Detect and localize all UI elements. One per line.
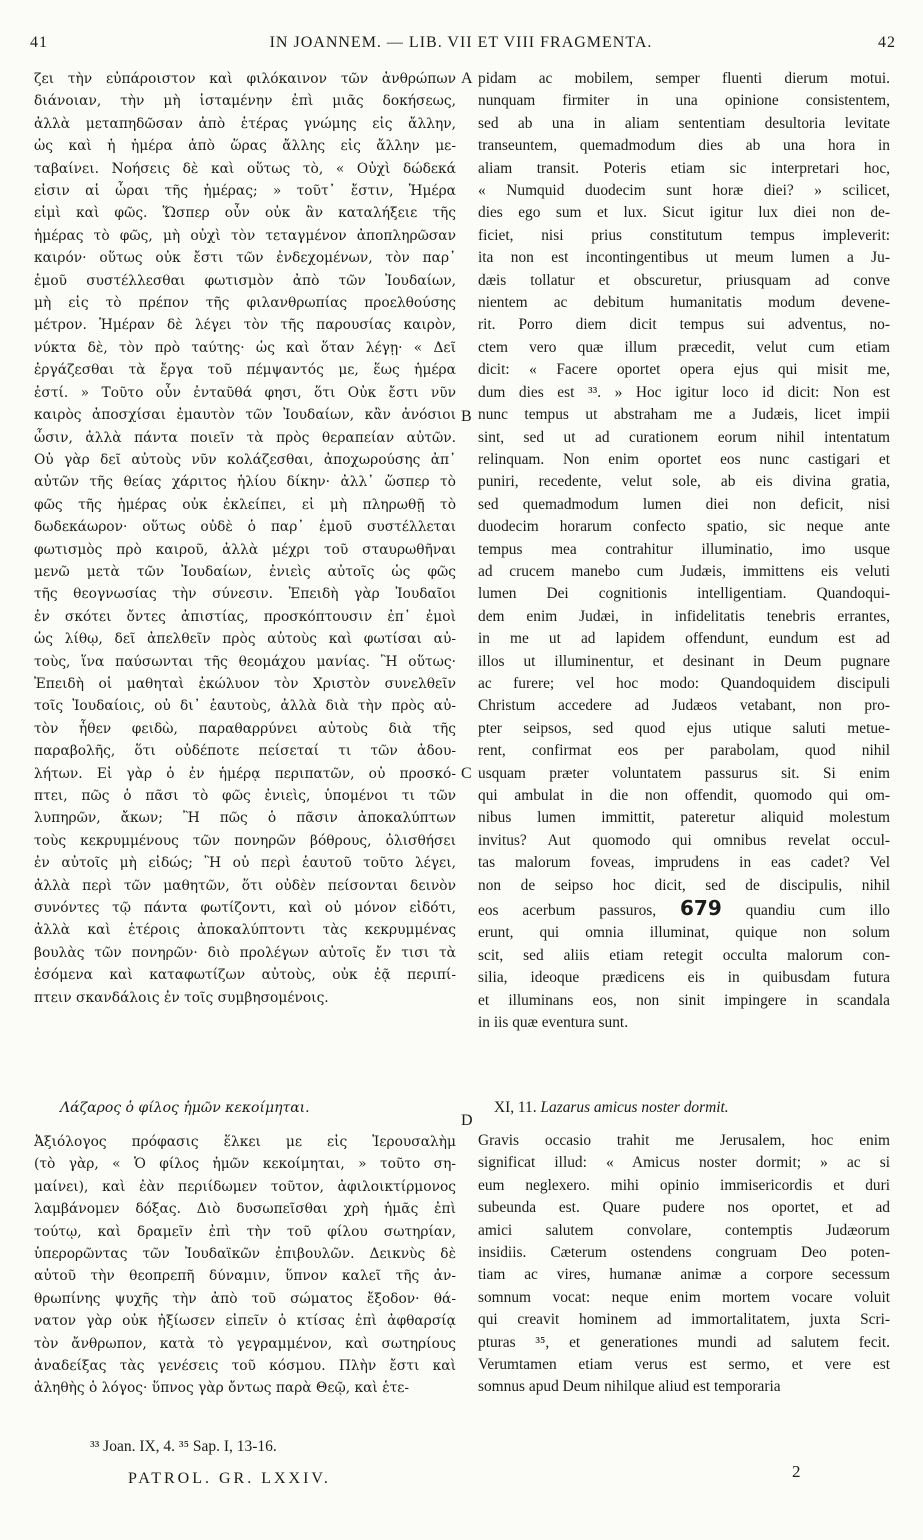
- text-line: μὴ εἰς τὸ πρέπον τῆς φιλανθρωπίας προελθούσης: [34, 295, 456, 312]
- latin-column-top: [478, 68, 890, 1034]
- text-line: in me ut ad lapidem offendunt, eundum est ad: [478, 630, 890, 648]
- running-title: IN JOANNEM. — LIB. VII ET VIII FRAGMENTA.: [269, 34, 653, 51]
- text-line: erunt, qui omnia illuminat, quique non solum: [478, 924, 890, 942]
- signature-mark: 2: [792, 1462, 801, 1481]
- text-line: Gravis occasio trahit me Jerusalem, hoc enim: [478, 1132, 890, 1149]
- text-line: ad crucem manebo cum Judæis, immittens eis veluti: [478, 562, 890, 580]
- text-line: ἀλλὰ περὶ τῶν μαθητῶν, ὅτι οὐδὲν πείσονται δεινὸν: [34, 877, 456, 894]
- text-line: ἐμοῦ συστέλλεσθαι φωτισμὸν ἀπὸ τῶν Ἰουδαίων,: [34, 272, 456, 289]
- text-line: παραβολῆς, ὅτι οὐδέποτε πείσεταί τι τῶν ἀδου-: [34, 743, 456, 760]
- text-line: συνόντες τῷ πάντα φωτίζοντι, καὶ οὐ μόνον εἰδότι,: [34, 900, 456, 917]
- text-line: ζει τὴν εὐπάροιστον καὶ φιλόκαινον τῶν ἀνθρώπων: [34, 71, 456, 87]
- text-line: Ἀξιόλογος πρόφασις ἕλκει με εἰς Ἱερουσαλὴμ: [34, 1134, 456, 1150]
- text-line: αὐτῶν τῆς θείας χάριτος ἡλίου δίκην· ἀλλ᾽ ὥσπερ τὸ: [34, 474, 456, 491]
- text-line: τοὺς, ἵνα παύσωνται τῆς θεομάχου μανίας. Ἢ οὕτως·: [34, 653, 456, 670]
- text-line: θρωπίνης ψυχῆς τὴν ἀπὸ τοῦ σώματος ἔξοδον· θά-: [34, 1290, 456, 1307]
- text-line: πτειν σκανδάλοις ἐν τοῖς συμβησομένοις.: [34, 989, 329, 1006]
- text-line: ἐργάζεσθαι τὰ ἔργα τοῦ πέμψαντός με, ἕως ἡμέρα: [34, 362, 456, 379]
- text-line: sed ab una in aliam sententiam desultoria levitate: [478, 114, 890, 132]
- text-line: (τὸ γὰρ, « Ὁ φίλος ἡμῶν κεκοίμηται, » τοῦτο ση-: [34, 1156, 456, 1173]
- text-line: puniri, recedente, velut sole, ab eis divina gratia,: [478, 473, 890, 491]
- text-line: ctem vero quæ illum præcedit, velut cum etiam: [478, 338, 890, 356]
- text-line: dem enim Judæi, in infidelitatis tenebris errantes,: [478, 607, 890, 625]
- text-line: τὸν ἄνθρωπον, κατὰ τὸ γεγραμμένον, καὶ σωτηρίους: [34, 1335, 456, 1352]
- text-line: λήτων. Εἰ γὰρ ὁ ἐν ἡμέρᾳ περιπατῶν, οὐ προσκό-: [34, 765, 456, 782]
- text-line: somnus apud Deum nihilque aliud est temporaria: [478, 1378, 781, 1396]
- text-line: ὑπερορῶντας τῶν Ἰουδαϊκῶν ἐπιβουλῶν. Δεικνὺς δὲ: [34, 1246, 456, 1263]
- text-line: silia, ideoque prædicens eis in quibusdam futura: [478, 969, 890, 987]
- text-line: καιρόν· οὕτως οὐκ ἔστι τῶν ἐνδεχομένων, τὸν παρ᾽: [34, 250, 456, 267]
- text-line: νύκτα δὲ, τὸν πρὸ ταύτης· ὡς καὶ ὅταν λέγῃ· « Δεῖ: [34, 339, 456, 356]
- margin-marker-b: B: [461, 408, 472, 425]
- text-line: relinquam. Non enim oportet eos nunc castigari et: [478, 450, 890, 468]
- text-line: τούτῳ, καὶ δραμεῖν ἐπὶ τὴν τοῦ φίλου σωτηρίαν,: [34, 1223, 456, 1240]
- margin-marker-d: D: [461, 1112, 473, 1129]
- page-number-right: 42: [878, 34, 896, 51]
- text-line: ita non est incontingentibus ut meum lumen a Ju-: [478, 249, 890, 267]
- text-line: ὡς λίθῳ, δεῖ ἀπελθεῖν πρὸς αὐτοὺς καὶ φωτίσαι αὐ-: [34, 631, 456, 648]
- text-line: dæis tollatur et obscuretur, priusquam ad conve: [478, 271, 890, 289]
- text-line: ἡμέρας τὸ φῶς, μὴ οὐχὶ τὸν τεταγμένον ἀποπληρῶσαν: [34, 227, 456, 244]
- latin-heading-ref: XI, 11.: [494, 1099, 537, 1116]
- text-line: ἐν αὐτοῖς μὴ εἰδώς; Ἢ οὐ περὶ ἑαυτοῦ τοῦτο λέγει,: [34, 855, 456, 872]
- text-line: καιρὸς ἀποσχίσαι ἐμαυτὸν τῶν Ἰουδαίων, κἂν ἀνόσιοι: [34, 407, 456, 424]
- text-line: somnum vocat: neque enim mortem vocare voluit: [478, 1288, 890, 1306]
- text-line: ac furere; vel hoc modo: Quandoquidem discipuli: [478, 674, 890, 692]
- text-line: subeunda est. Quare pudere nos oportet, et ad: [478, 1199, 890, 1217]
- text-line: pidam ac mobilem, semper fluenti dierum motui.: [478, 70, 890, 87]
- text-line: insidiis. Cæterum ostendens congruam Deo poten-: [478, 1244, 890, 1262]
- text-line: μενῶ μετὰ τῶν Ἰουδαίων, ἐνιεὶς αὐτοῖς ὡς φῶς: [34, 563, 456, 580]
- text-line: scit, sed aliis etiam retegit occulta malorum con-: [478, 946, 890, 964]
- text-line: τοῖς Ἰουδαίοις, οὐ δι᾽ ἑαυτοὺς, ἀλλὰ διὰ τὴν πρὸς αὐ-: [34, 698, 456, 715]
- text-line: ἀλλὰ καὶ ἑτέροις ἀποκαλύπτοντι τὰς κεκρυμμένας: [34, 922, 456, 939]
- text-line: λαμβάνομεν δόξας. Διὸ δυσωπεῖσθαι χρὴ ἡμᾶς ἐπὶ: [34, 1201, 456, 1218]
- text-line: ταβαίνει. Νοήσεις δὲ καὶ οὕτως τὸ, « Οὐχὶ δώδεκά: [34, 160, 456, 177]
- text-line: πτει, πῶς ὁ πᾶσι τὸ φῶς ἐνιεὶς, ὑπομένοι τι τῶν: [34, 788, 456, 804]
- text-line: ἐστί. » Τοῦτο οὖν ἐνταῦθά φησι, ὅτι Οὐκ ἔστι νῦν: [34, 384, 456, 401]
- text-line: illos ut illuminentur, et desinant in Deum pugnare: [478, 652, 890, 670]
- latin-section-heading: [494, 1099, 729, 1117]
- text-line: τῆς θεογνωσίας τὴν σύνεσιν. Ἐπειδὴ γὰρ Ἰουδαῖοι: [34, 586, 456, 603]
- latin-column-bottom: [478, 1130, 890, 1399]
- text-line: λυπηρῶν, ἄκων; Ἢ πῶς ὁ πᾶσιν ἀποκαλύπτων: [34, 810, 456, 827]
- text-line: ἀναδείξας τὰς γενέσεις τοῦ κόσμου. Πλὴν ἔστι καὶ: [34, 1358, 456, 1375]
- text-line: eos acerbum passuros, 679 quandiu cum illo: [478, 897, 890, 921]
- text-line: φωτισμὸς πρὸ καιροῦ, ἀλλὰ μέχρι τοῦ σταυρωθῆναι: [34, 541, 456, 558]
- text-line: tas malorum foveas, imprudens in eas cadet? Vel: [478, 854, 890, 872]
- text-line: duodecim horarum confecto spatio, sic neque ante: [478, 518, 890, 536]
- text-line: ficiet, nisi prius constitutum tempus impleverit:: [478, 226, 890, 244]
- text-line: tiam ac vires, humanæ animæ a corpore secessum: [478, 1266, 890, 1284]
- text-line: τοὺς κεκρυμμένους τῶν πονηρῶν βόθρους, ὀλισθήσει: [34, 832, 456, 849]
- text-line: amici salutem convolare, contemptis Judæorum: [478, 1221, 890, 1239]
- latin-heading-text: Lazarus amicus noster dormit.: [540, 1099, 729, 1116]
- text-line: δωδεκάωρον· οὕτως οὐδὲ ὁ παρ᾽ ἐμοῦ συστέλλεται: [34, 519, 456, 536]
- text-line: « Numquid duodecim sunt horæ diei? » scilicet,: [478, 182, 890, 200]
- margin-marker-c: C: [461, 765, 472, 782]
- text-line: nibus lumen immittit, pateretur aliquid molestum: [478, 809, 890, 827]
- text-line: significat illud: « Amicus noster dormit; » ac si: [478, 1154, 890, 1172]
- text-line: pturas ³⁵, et generationes mundi ad salutem fecit.: [478, 1333, 890, 1351]
- text-line: ἐσόμενα καὶ καταφωτίζων αὐτοὺς, οὐκ ἐᾷ περιπί-: [34, 967, 456, 984]
- text-line: transeuntem, quemadmodum dies ab una hora in: [478, 137, 890, 155]
- greek-column-top: [34, 68, 456, 1009]
- text-line: βουλὰς τῶν πονηρῶν· διὸ προλέγων αὐτοῖς ἔν τισι τὰ: [34, 944, 456, 961]
- running-header: [22, 34, 900, 56]
- text-line: aliam transit. Poteris etiam sic interpretari hoc,: [478, 159, 890, 177]
- text-line: αὐτοῦ τὴν θεοπρεπῆ δύναμιν, ὕπνον καλεῖ τῆς ἀν-: [34, 1268, 456, 1285]
- signature-line: PATROL. GR. LXXIV.: [128, 1470, 331, 1487]
- margin-marker-a: A: [461, 70, 473, 87]
- text-line: μαίνει), καὶ ἐὰν περιίδωμεν τοῦτον, ἀφιλοικτίρμονος: [34, 1178, 456, 1195]
- text-line: dies ego sum et lux. Sicut igitur lux diei non de-: [478, 204, 890, 222]
- text-line: τὸν ἦθεν φειδὼ, παραθαρρύνει αὐτοὺς διὰ τῆς: [34, 720, 456, 737]
- text-line: Οὐ γὰρ δεῖ αὐτοὺς νῦν κολάζεσθαι, ἀποχωρούσης ἀπ᾽: [34, 451, 456, 468]
- text-line: rit. Porro diem dicit tempus sui adventus, no-: [478, 316, 890, 334]
- text-line: tempus mea contrahitur illuminatio, imo usque: [478, 540, 890, 558]
- text-line: usquam præter voluntatem passurus sit. Si enim: [478, 764, 890, 782]
- footnote: ³³ Joan. IX, 4. ³⁵ Sap. I, 13-16.: [90, 1438, 277, 1455]
- text-line: εἰσιν αἱ ὧραι τῆς ἡμέρας; » τοῦτ᾽ ἔστιν, Ἡμέρα: [34, 183, 456, 200]
- text-line: in iis quæ eventura sunt.: [478, 1014, 629, 1032]
- text-line: ὦσιν, ἀλλὰ πάντα ποιεῖν τὰ πρὸς θεραπείαν αὐτῶν.: [34, 429, 456, 446]
- text-line: νατον γὰρ οὐκ ἠξίωσεν εἰπεῖν ὁ κτίσας ἐπὶ ἀφθαρσίᾳ: [34, 1313, 456, 1330]
- page-number-left: 41: [30, 34, 48, 51]
- text-line: qui creavit hominem ad immortalitatem, juxta Scri-: [478, 1311, 890, 1329]
- greek-section-heading: Λάζαρος ὁ φίλος ἡμῶν κεκοίμηται.: [60, 1100, 310, 1116]
- text-line: sed quemadmodum lumen diei non deficit, nisi: [478, 495, 890, 513]
- text-line: nientem ac debitum humanitatis modum devene-: [478, 294, 890, 312]
- text-line: qui ambulat in die non offendit, quomodo qui om-: [478, 787, 890, 804]
- text-line: φῶς τῆς ἡμέρας οὐκ ἐκλείπει, εἰ μὴ πληρωθῇ τὸ: [34, 496, 456, 513]
- text-line: ἀληθὴς ὁ λόγος· ὕπνος γὰρ ὄντως παρὰ Θεῷ, καὶ ἑτε-: [34, 1380, 410, 1397]
- text-line: non de seipso hoc dicit, sed de discipulis, nihil: [478, 876, 890, 894]
- text-line: dum dies est ³³. » Hoc igitur loco id dicit: Non est: [478, 383, 890, 401]
- text-line: εἰμὶ καὶ φῶς. Ὥσπερ οὖν οὐκ ἂν καταλήξειε τῆς: [34, 205, 456, 222]
- text-line: pter seipsos, sed quod ejus utique saluti metue-: [478, 719, 890, 737]
- text-line: nunc tempus ut abstraham me a Judæis, licet impii: [478, 406, 890, 424]
- text-line: rent, confirmat eos per parabolam, quod nihil: [478, 742, 890, 760]
- greek-column-bottom: [34, 1131, 456, 1400]
- text-line: lumen Dei cognitionis intelligentiam. Quandoqui-: [478, 585, 890, 603]
- text-line: Verumtamen etiam verus est sermo, et vere est: [478, 1356, 890, 1374]
- text-line: et illuminans eos, non sinit impingere in scandala: [478, 991, 890, 1009]
- text-line: eum neglexero. mihi opinio immisericordis et duri: [478, 1176, 890, 1194]
- text-line: Ἐπειδὴ οἱ μαθηταὶ ἐκώλυον τὸν Χριστὸν συνελθεῖν: [34, 675, 456, 692]
- text-line: ὡς καὶ ἡ ἡμέρα ἀπὸ ὥρας ἄλλης εἰς ἄλλην με-: [34, 138, 456, 155]
- text-line: ἀλλὰ μεταπηδῶσαν ἀπὸ ἑτέρας γνώμης εἰς ἄλλην,: [34, 115, 456, 132]
- text-line: nunquam firmiter in una opinione consistentem,: [478, 92, 890, 110]
- text-line: invitus? Aut quomodo qui omnibus revelat occul-: [478, 831, 890, 849]
- text-line: ἐν σκότει ὄντες ἀπιστίας, προσκόπτουσιν ἐπ᾽ ἐμοὶ: [34, 608, 456, 625]
- text-line: διάνοιαν, τὴν μὴ ἱσταμένην ἐπὶ μιᾶς δοκήσεως,: [34, 93, 456, 110]
- text-line: Christum accedere ad Judæos vetabant, non pro-: [478, 697, 890, 715]
- text-line: dicit: « Facere oportet opera ejus qui misit me,: [478, 361, 890, 379]
- text-line: sint, sed ut ad curationem eorum nihil intentatum: [478, 428, 890, 446]
- text-line: μέτρον. Ἡμέραν δὲ λέγει τὸν τῆς παρουσίας καιρὸν,: [34, 317, 456, 334]
